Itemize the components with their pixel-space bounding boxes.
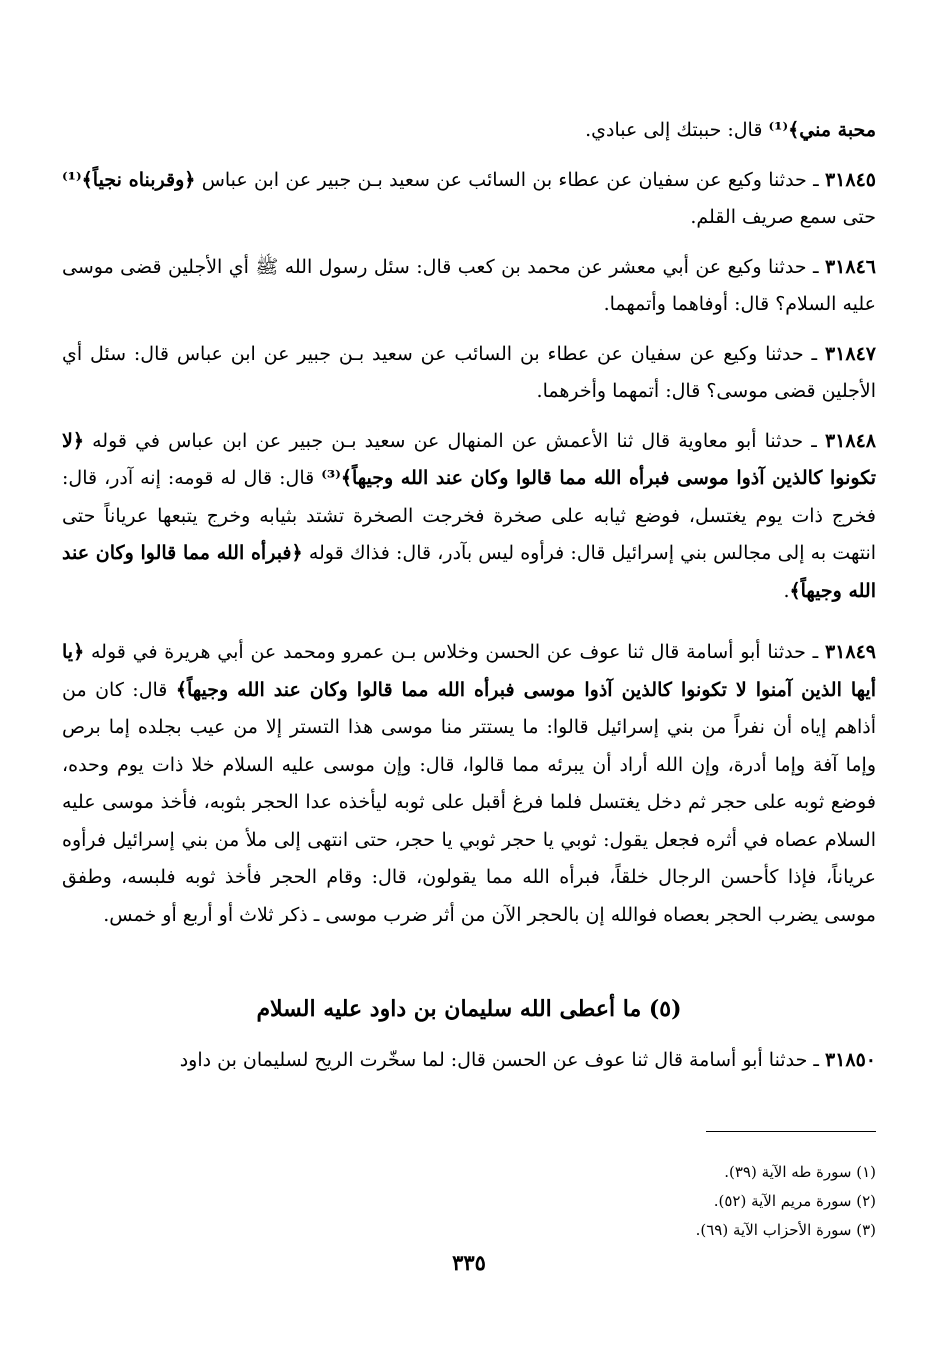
hadith-31847	[62, 336, 876, 411]
paragraph-text: .	[783, 579, 790, 602]
hadith-number: ٣١٨٤٥	[824, 168, 876, 191]
paragraph-text: قال: قال له قومه: إنه آدر، قال: فخرج ذات يوم يغتسل، فوضع ثيابه على صخرة فخرجت الصخرة تشتد بثيابه وخرج يتبعها عرياناً حتى انتهت به إلى مجالس بني إسرائيل قال: فرأوه ليس بآدر، قال: فذاك قوله	[62, 467, 877, 564]
paragraph-text: قال: حببتك إلى عبادي.	[585, 119, 769, 141]
paragraph-continuation	[62, 112, 876, 150]
quran-quote: ﴿فبرأه الله مما قالوا وكان عند الله وجيهاً﴾	[62, 542, 876, 602]
footnote-1: (١) سورة طه الآية (٣٩).	[724, 1163, 876, 1181]
paragraph-text: ـ حدثنا أبو أسامة قال ثنا عوف عن الحسن وخلاس بـن عمرو ومحمد عن أبي هريرة في قوله	[84, 641, 825, 663]
paragraph-text: ـ حدثنا وكيع عن أبي معشر عن محمد بن كعب قال: سئل رسول الله ﷺ أي الأجلين قضى موسى عليه السلام؟ قال: أوفاهما وأتمهما.	[62, 255, 876, 315]
paragraph-text: ـ حدثنا أبو معاوية قال ثنا الأعمش عن المنهال عن سعيد بـن جبير عن ابن عباس في قوله	[83, 429, 825, 452]
hadith-number: ٣١٨٤٦	[824, 255, 876, 278]
hadith-number: ٣١٨٤٧	[824, 342, 876, 365]
paragraph-text: ـ حدثنا وكيع عن سفيان عن عطاء بن السائب عن سعيد بـن جبير عن ابن عباس	[195, 168, 825, 191]
paragraph-text: حتى سمع صريف القلم.	[690, 206, 876, 228]
hadith-31850	[62, 1042, 876, 1079]
hadith-number: ٣١٨٥٠	[824, 1049, 876, 1071]
footnote-2: (٢) سورة مريم الآية (٥٢).	[713, 1192, 876, 1210]
quran-quote: ﴿لا تكونوا كالذين آذوا موسى فبرأه الله مما قالوا وكان عند الله وجيهاً﴾⁽³⁾	[62, 429, 876, 489]
quran-quote: محبة مني﴾⁽¹⁾	[768, 119, 876, 141]
main-text	[62, 112, 876, 934]
paragraph-text: قال: كان من أذاهم إياه أن نفراً من بني إسرائيل قالوا: ما يستتر منا موسى هذا التستر إلا من عيب بجلده إما برص وإما آفة وإما أدرة، وإن الله أراد أن يبرئه مما قالوا، قال: وإن موسى عليه السلام خلا ذات يوم وحده، فوضع ثوبه على حجر ثم دخل يغتسل فلما فرغ أقبل على ثوبه ليأخذه عدا الحجر بثوبه، فأخذ موسى عليه السلام عصاه في أثره فجعل يقول: ثوبي يا حجر ثوبي يا حجر، حتى انتهى إلى ملأ من بني إسرائيل فرأوه عرياناً، فإذا كأحسن الرجال خلقاً، فبرأه الله مما يقولون، قال: وقام الحجر فأخذ ثوبه فلبسه، وطفق موسى يضرب الحجر بعصاه فوالله إن بالحجر الآن من أثر ضرب موسى ـ ذكر ثلاث أو أربع أو خمس.	[62, 678, 876, 926]
paragraph-text: ـ حدثنا أبو أسامة قال ثنا عوف عن الحسن قال: لما سخّرت الريح لسليمان بن داود	[179, 1049, 825, 1071]
section-heading: (٥) ما أعطى الله سليمان بن داود عليه السلام	[256, 996, 682, 1022]
quran-quote: ﴿وقربناه نجياً﴾⁽¹⁾	[62, 168, 196, 191]
quran-quote: ﴿يا أيها الذين آمنوا لا تكونوا كالذين آذوا موسى فبرأه الله مما قالوا وكان عند الله وجيهاً﴾	[62, 641, 877, 701]
footnote-3: (٣) سورة الأحزاب الآية (٦٩).	[695, 1221, 876, 1239]
footnote-divider	[706, 1131, 876, 1132]
page-number: ٣٣٥	[452, 1250, 486, 1275]
paragraph-gap	[62, 610, 876, 634]
hadith-number: ٣١٨٤٨	[824, 429, 876, 452]
hadith-31845	[62, 162, 876, 237]
footnotes	[62, 1158, 876, 1245]
hadith-number: ٣١٨٤٩	[824, 641, 876, 663]
hadith-31849	[62, 634, 876, 934]
hadith-31848	[62, 423, 876, 611]
hadith-31846	[62, 249, 876, 324]
paragraph-text: ـ حدثنا وكيع عن سفيان عن عطاء بن السائب عن سعيد بـن جبير عن ابن عباس قال: سئل أي الأجلين قضى موسى؟ قال: أتمهما وأخرهما.	[62, 342, 876, 402]
